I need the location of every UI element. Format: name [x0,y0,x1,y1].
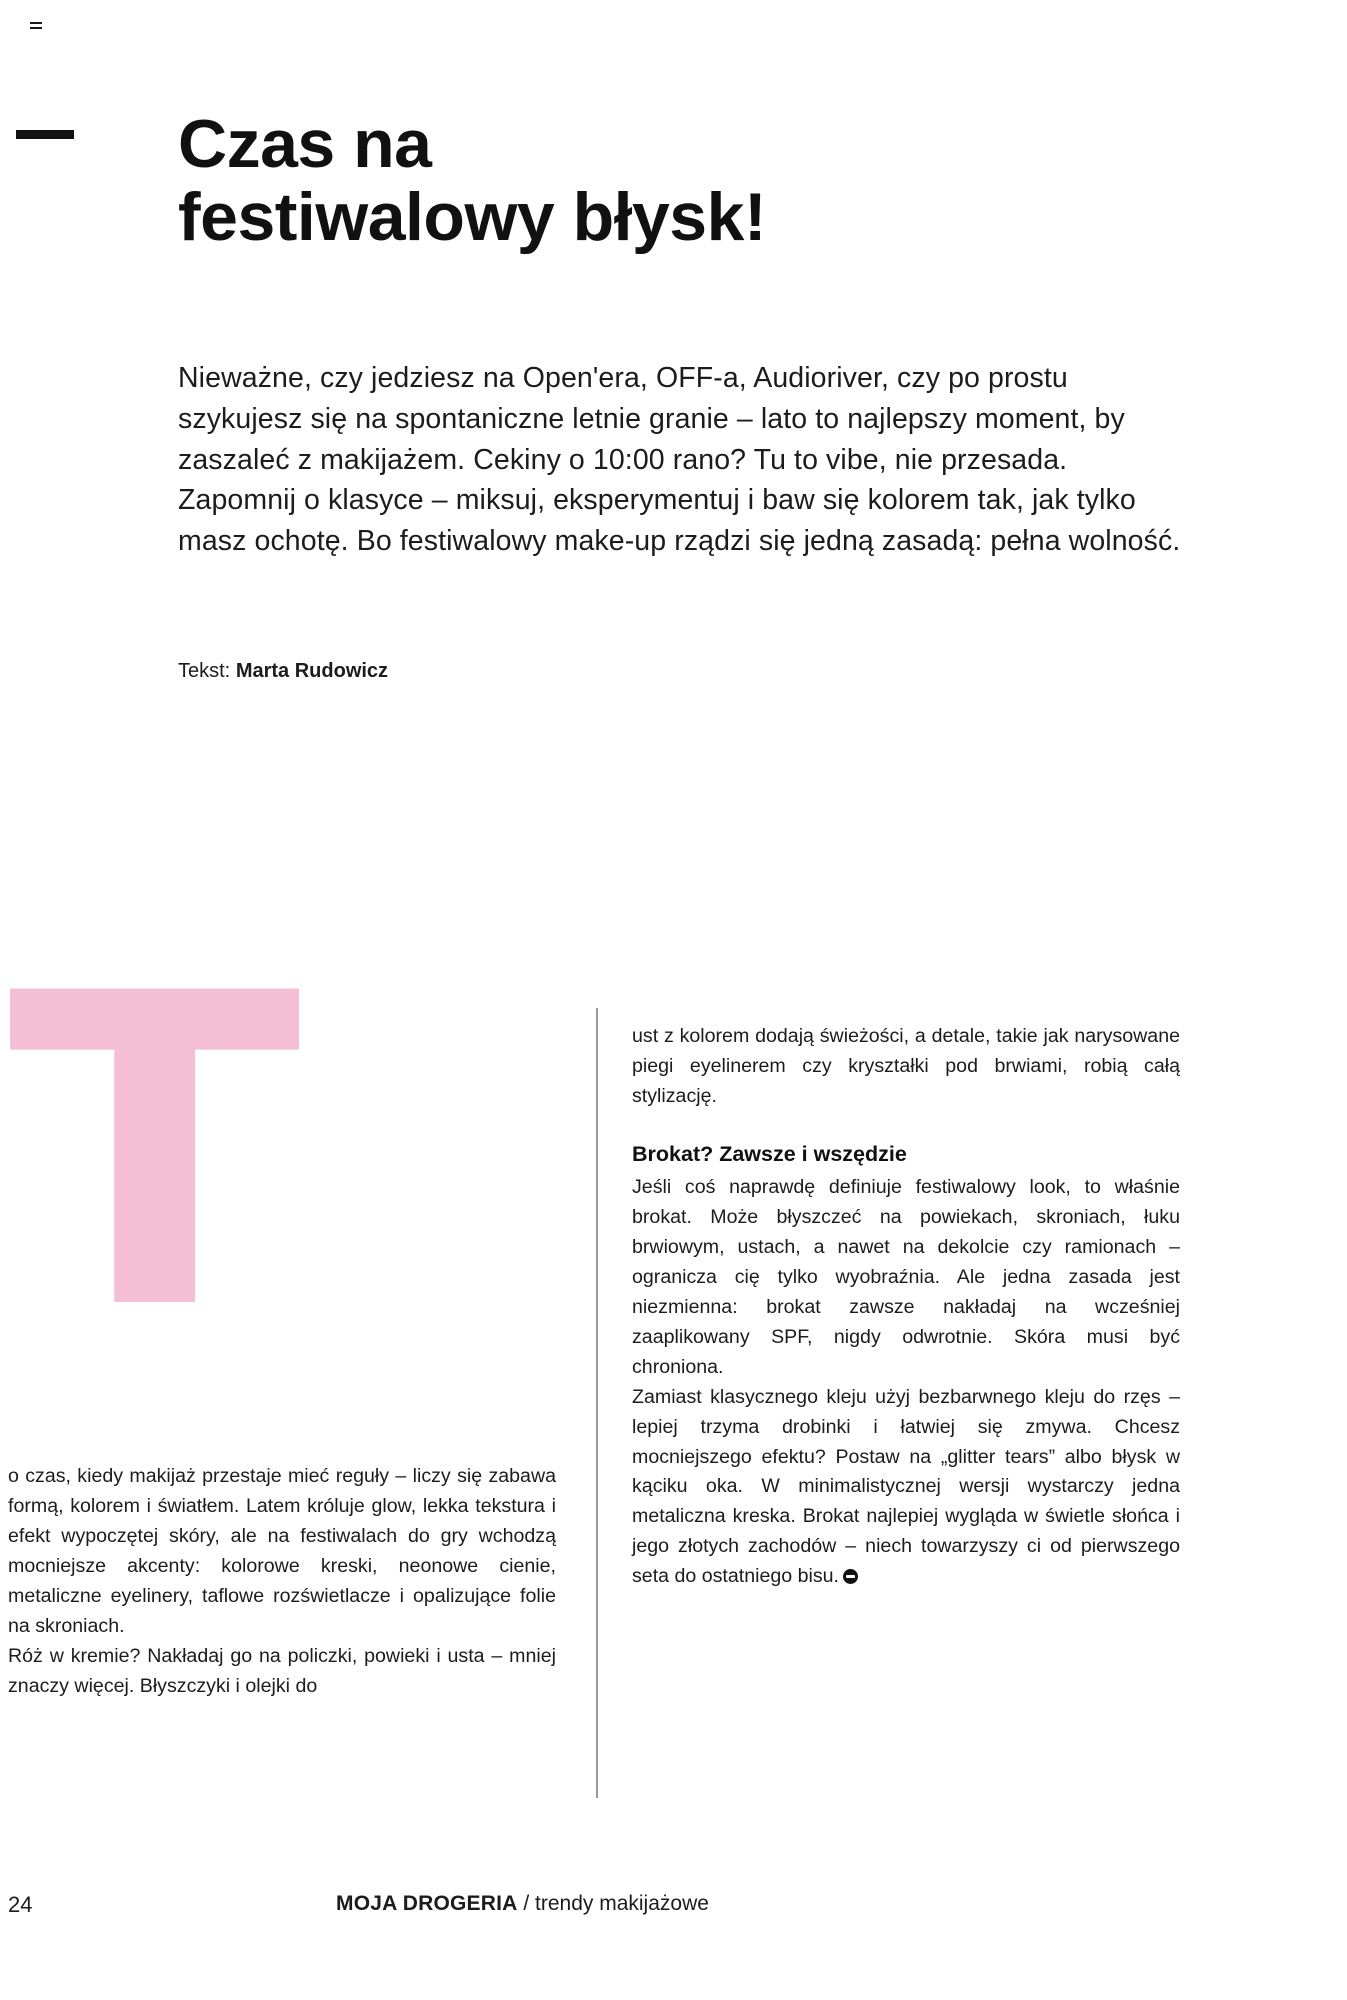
footer-magazine-name: MOJA DROGERIA [336,1892,518,1915]
column-divider [596,1008,598,1798]
end-of-article-icon [843,1569,858,1584]
byline-author: Marta Rudowicz [235,660,389,682]
paragraph-left-1: o czas, kiedy makijaż przestaje mieć reguły – liczy się zabawa formą, kolorem i światłem. Latem króluje glow, lekka tekstura i efekt wypoczętej skóry, ale na festiwalach do gry wchodzą mocniejsze akcenty: kolorowe kreski, neonowe cienie, metaliczne eyelinery, taflowe rozświetlacze i opalizujące folie na skroniach. [8,1465,556,1637]
headline-dash-icon [16,130,74,139]
body-column-right [632,1022,1180,1592]
corner-mark-icon [30,18,44,32]
body-column-left [8,1462,556,1702]
byline-label: Tekst: [178,660,231,682]
drop-cap: T [8,904,302,1404]
headline-line-1: Czas na [178,106,432,182]
paragraph-right-2-wrap [632,1383,1180,1593]
paragraph-left-2: Róż w kremie? Nakładaj go na policzki, powieki i usta – mniej znaczy więcej. Błyszczyki i olejki do [8,1644,556,1697]
byline [178,660,388,683]
paragraph-right-continue: ust z kolorem dodają świeżości, a detale, takie jak narysowane piegi eyelinerem czy kryształki pod brwiami, robią całą stylizację. [632,1025,1180,1107]
paragraph-right-2: Zamiast klasycznego kleju użyj bezbarwnego kleju do rzęs – lepiej trzyma drobinki i łatwiej się zmywa. Chcesz mocniejszego efektu? Postaw na „glitter tears” albo błysk w kąciku oka. W minimalistycznej wersji wystarczy jedna metaliczna kreska. Brokat najlepiej wygląda w świetle słońca i jego złotych zachodów – niech towarzyszy ci od pierwszego seta do ostatniego bisu. [632,1385,1180,1588]
headline-line-2: festiwalowy błysk! [178,179,767,256]
footer-separator: / [517,1892,536,1915]
footer-title [336,1892,709,1916]
footer-section-name: trendy makijażowe [535,1892,709,1915]
section-heading: Brokat? Zawsze i wszędzie [632,1141,907,1166]
page-title [178,108,1158,255]
standfirst-text: Nieważne, czy jedziesz na Open'era, OFF-a, Audioriver, czy po prostu szykujesz się na spontaniczne letnie granie – lato to najlepszy moment, by zaszaleć z makijażem. Cekiny o 10:00 rano? Tu to vibe, nie przesada. Zapomnij o klasyce – miksuj, eksperymentuj i baw się kolorem tak, jak tylko masz ochotę. Bo festiwalowy make-up rządzi się jedną zasadą: pełna wolność. [178,362,1181,557]
page-number: 24 [8,1892,33,1917]
paragraph-right-1: Jeśli coś naprawdę definiuje festiwalowy look, to właśnie brokat. Może błyszczeć na powiekach, skroniach, łuku brwiowym, ustach, a nawet na dekolcie czy ramionach – ogranicza cię tylko wyobraźnia. Ale jedna zasada jest niezmienna: brokat zawsze nakładaj na wcześniej zaaplikowany SPF, nigdy odwrotnie. Skóra musi być chroniona. [632,1175,1180,1378]
